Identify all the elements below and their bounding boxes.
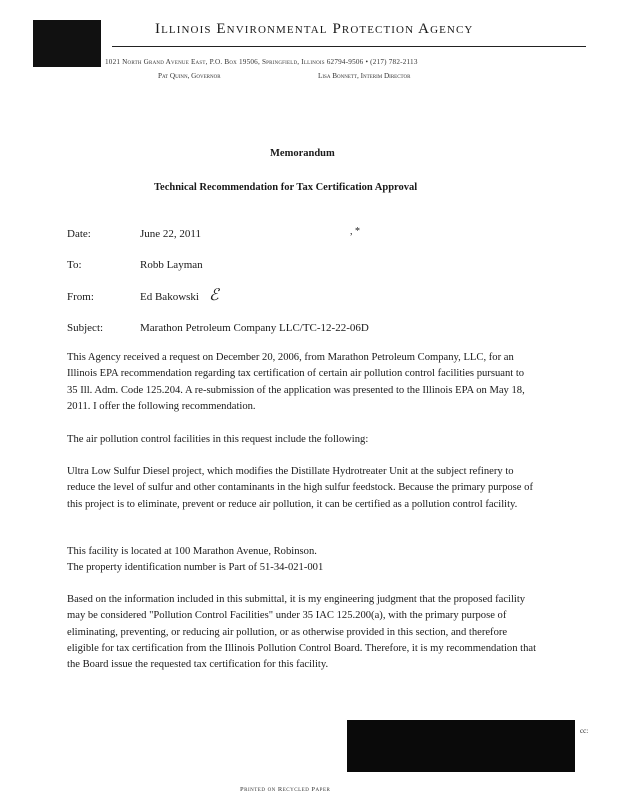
paragraph-request: This Agency received a request on December 20, 2006, from Marathon Petroleum Company, LLC, for an Illinois EPA recommendation regarding tax certification of certain air pollution control facilities pursuant to 35 Ill. Adm. Code 125.204. A re-submission of the application was presented to the Illinois EPA on May 18, 2011. I offer the following recommendation.	[67, 352, 525, 412]
from-value: Ed Bakowski	[140, 291, 199, 303]
paragraph-property-id: The property identification number is Part of 51-34-021-001	[67, 562, 324, 573]
handwritten-mark: , *	[350, 226, 360, 237]
redaction-block	[347, 720, 575, 772]
director-name: Lisa Bonnett, Interim Director	[318, 72, 411, 80]
to-value: Robb Layman	[140, 259, 203, 271]
paragraph-location: This facility is located at 100 Marathon Avenue, Robinson.	[67, 546, 317, 557]
agency-address: 1021 North Grand Avenue East, P.O. Box 19506, Springfield, Illinois 62794-9506 • (217) 782-2113	[105, 58, 418, 66]
date-label: Date:	[67, 228, 91, 240]
governor-name: Pat Quinn, Governor	[158, 72, 221, 80]
subject-label: Subject:	[67, 322, 104, 334]
agency-logo	[33, 20, 101, 67]
date-value: June 22, 2011	[140, 228, 202, 240]
cc-mark: cc:	[580, 727, 589, 735]
recycled-paper-footer: Printed on Recycled Paper	[240, 786, 331, 793]
agency-name: Illinois Environmental Protection Agency	[155, 21, 474, 37]
memo-title: Technical Recommendation for Tax Certification Approval	[154, 182, 418, 193]
paragraph-facilities-intro: The air pollution control facilities in this request include the following:	[67, 434, 369, 445]
memo-heading: Memorandum	[270, 148, 335, 159]
paragraph-recommendation: Based on the information included in this submittal, it is my engineering judgment that the proposed facility may be considered "Pollution Control Facilities" under 35 IAC 125.200(a), with the primary purpose of eliminating, preventing, or reducing air pollution, or as otherwise provided in this section, and therefore eligible for tax certification from the Illinois Pollution Control Board. Therefore, it is my recommendation that the Board issue the requested tax certification for this facility.	[67, 594, 537, 671]
paragraph-project: Ultra Low Sulfur Diesel project, which modifies the Distillate Hydrotreater Unit at the subject refinery to reduce the level of sulfur and other contaminants in the high sulfur feedstock. Because the primary purpose of this project is to eliminate, prevent or reduce air pollution, it can be certified as a pollution control facility.	[67, 466, 533, 510]
letterhead-divider	[112, 46, 586, 47]
from-label: From:	[67, 291, 94, 303]
initials-signature: ℰ	[209, 287, 219, 304]
subject-value: Marathon Petroleum Company LLC/TC-12-22-06D	[140, 322, 369, 334]
to-label: To:	[67, 259, 82, 271]
